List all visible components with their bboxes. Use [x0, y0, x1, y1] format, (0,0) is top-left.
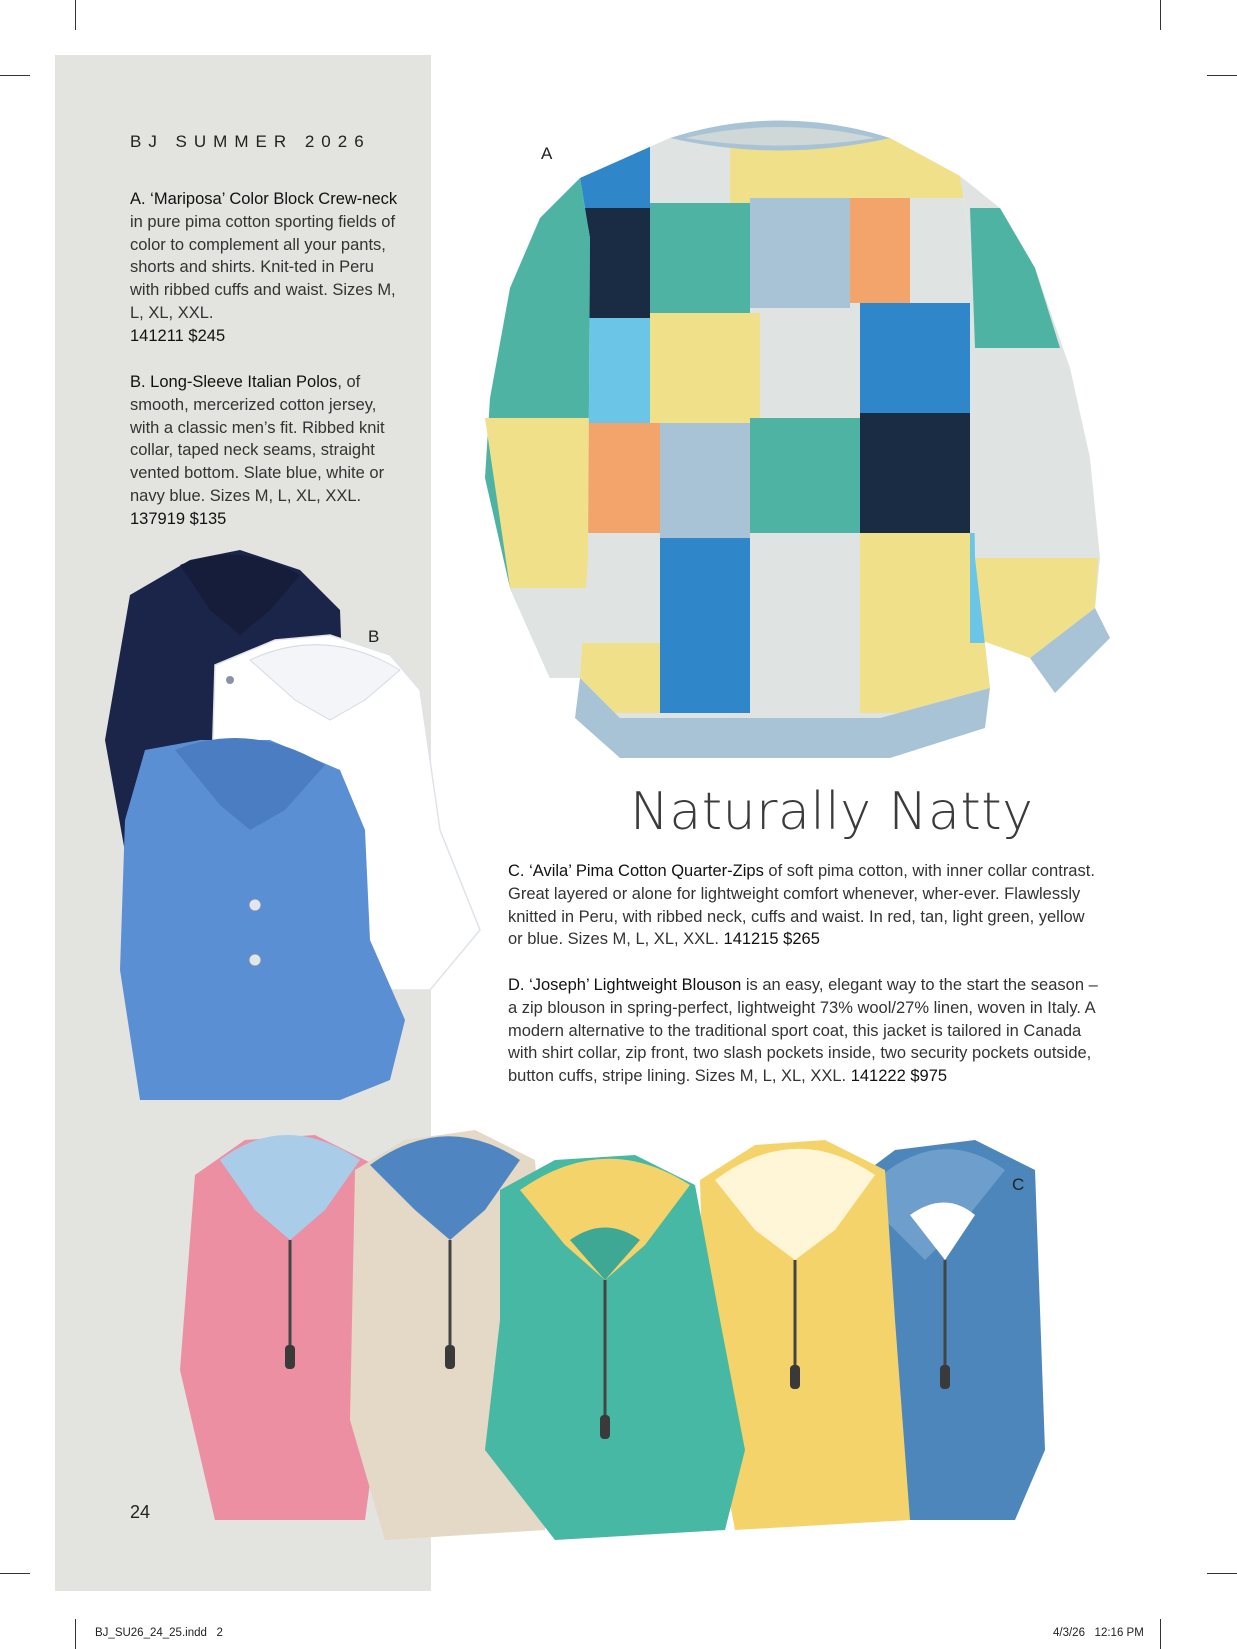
page-headline: Naturally Natty [630, 782, 1034, 842]
product-c-name: C. ‘Avila’ Pima Cotton Quarter-Zips [508, 862, 764, 880]
footer-file-name: BJ_SU26_24_25.indd 2 [95, 1627, 223, 1639]
product-c-sku-price: 141215 $265 [723, 930, 820, 949]
product-a-description [130, 188, 405, 348]
product-d-name: D. ‘Joseph’ Lightweight Blouson [508, 976, 742, 994]
product-b-sku-price: 137919 $135 [130, 509, 227, 528]
product-a-sku-price: 141211 $245 [130, 326, 226, 345]
product-c-description [508, 860, 1098, 951]
product-d-text: is an easy, elegant way to the start the season – a zip blouson in spring-perfect, lightweight 73% wool/27% linen, woven in Italy. A modern alternative to the traditional sport coat, this jacket is tailored in Canada with shirt collar, zip front, two slash pockets inside, two security pockets outside, button cuffs, stripe lining. Sizes M, L, XL, XXL. [508, 976, 1098, 1086]
photo-label-c: C [1012, 1175, 1025, 1194]
page-number: 24 [130, 1502, 151, 1522]
season-header: BJ SUMMER 2026 [130, 132, 371, 151]
photo-label-a: A [541, 144, 553, 163]
product-c-text: of soft pima cotton, with inner collar contrast. Great layered or alone for lightweight comfort whenever, wher-ever. Flawlessly knitted in Peru, with ribbed neck, cuffs and waist. In red, tan, light green, yellow or blue. Sizes M, L, XL, XXL. [508, 862, 1095, 949]
product-b-description [130, 371, 410, 531]
photo-label-b: B [368, 627, 380, 646]
footer-date: 4/3/26 12:16 PM [1053, 1627, 1144, 1639]
product-b-name: B. Long-Sleeve Italian Polos [130, 373, 338, 391]
product-a-name: A. ‘Mariposa’ Color Block Crew-neck [130, 190, 398, 208]
italian-polos-photo [100, 540, 490, 1110]
product-b-text: , of smooth, mercerized cotton jersey, with a classic men’s fit. Ribbed knit collar, taped neck seams, straight vented bottom. Slate blue, white or navy blue. Sizes M, L, XL, XXL. [130, 373, 385, 505]
color-block-sweater-photo [470, 118, 1130, 768]
product-a-text: in pure pima cotton sporting fields of color to complement all your pants, shorts and shirts. Knit-ted in Peru with ribbed cuffs and waist. Sizes M, L, XL, XXL. [130, 212, 396, 322]
product-d-sku-price: 141222 $975 [850, 1067, 948, 1086]
product-d-description [508, 974, 1098, 1088]
quarter-zips-photo [175, 1120, 1055, 1550]
